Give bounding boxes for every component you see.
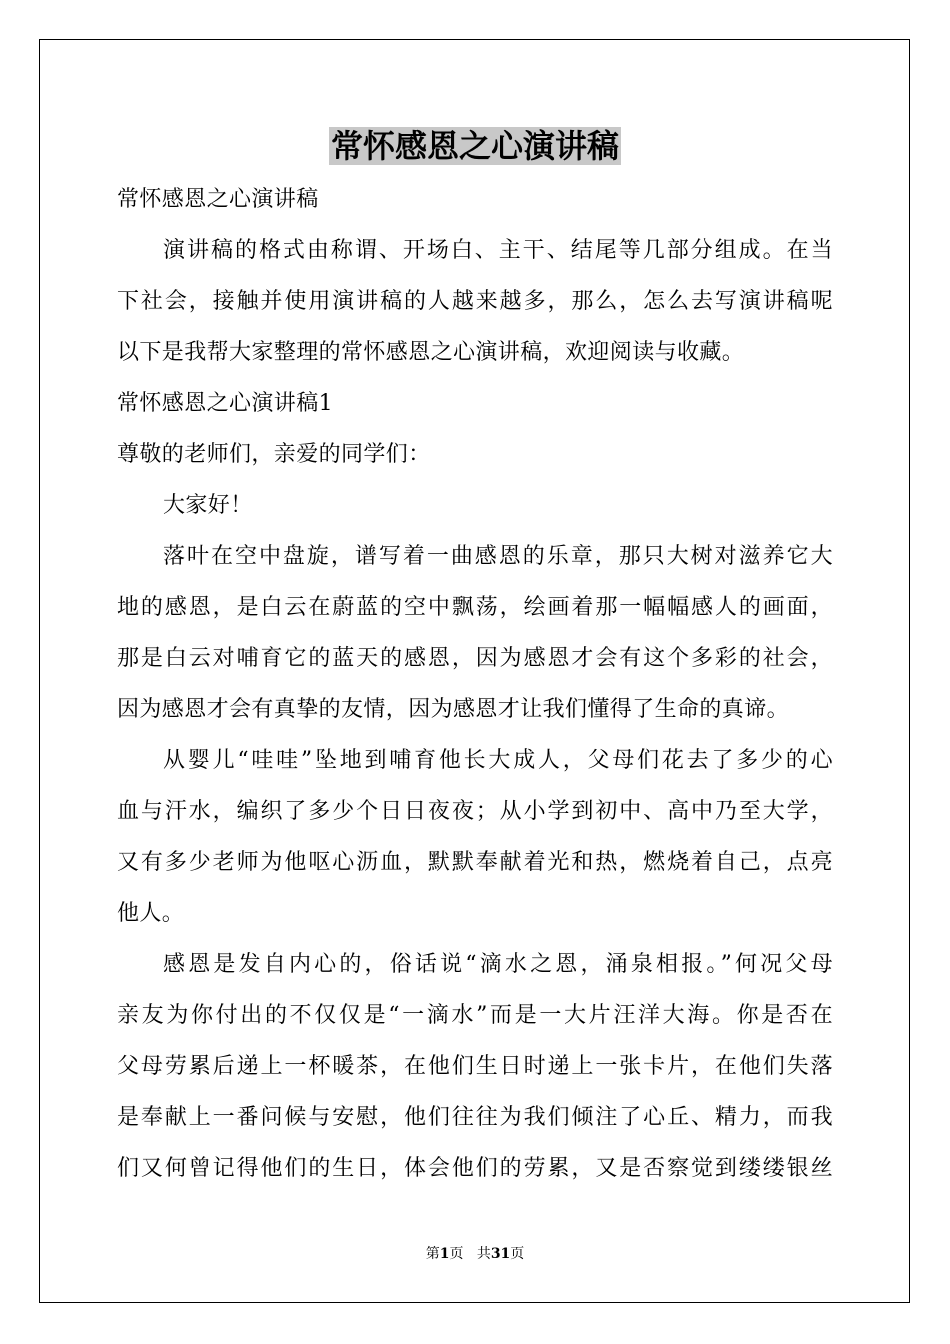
body-line: 因为感恩才会有真挚的友情，因为感恩才让我们懂得了生命的真谛。 bbox=[117, 697, 790, 722]
total-label-suffix: 页 bbox=[510, 1246, 525, 1262]
total-pages-number: 31 bbox=[490, 1246, 511, 1262]
body-line: 常怀感恩之心演讲稿 bbox=[117, 187, 319, 212]
body-line: 尊敬的老师们，亲爱的同学们： bbox=[117, 442, 431, 467]
body-line: 又有多少老师为他呕心沥血，默默奉献着光和热，燃烧着自己，点亮 bbox=[117, 850, 833, 875]
document-title bbox=[0, 124, 950, 168]
document-title-text: 常怀感恩之心演讲稿 bbox=[330, 127, 619, 165]
body-line: 父母劳累后递上一杯暖茶，在他们生日时递上一张卡片，在他们失落 bbox=[117, 1054, 833, 1079]
body-line: 演讲稿的格式由称谓、开场白、主干、结尾等几部分组成。在当 bbox=[163, 238, 833, 263]
body-line: 们又何曾记得他们的生日，体会他们的劳累，又是否察觉到缕缕银丝 bbox=[117, 1156, 833, 1181]
body-line: 血与汗水，编织了多少个日日夜夜；从小学到初中、高中乃至大学， bbox=[117, 799, 833, 824]
current-page-number: 1 bbox=[439, 1246, 450, 1262]
body-line: 常怀感恩之心演讲稿1 bbox=[117, 391, 333, 416]
body-line: 大家好！ bbox=[163, 493, 253, 518]
body-line: 他人。 bbox=[117, 901, 185, 926]
page-label-suffix: 页 bbox=[449, 1246, 464, 1262]
body-line: 下社会，接触并使用演讲稿的人越来越多，那么，怎么去写演讲稿呢 bbox=[117, 289, 833, 314]
document-body bbox=[117, 180, 833, 1200]
page-footer bbox=[0, 1244, 950, 1264]
body-line: 亲友为你付出的不仅仅是“一滴水”而是一大片汪洋大海。你是否在 bbox=[117, 1003, 833, 1028]
body-line: 地的感恩，是白云在蔚蓝的空中飘荡，绘画着那一幅幅感人的画面， bbox=[117, 595, 833, 620]
body-line: 以下是我帮大家整理的常怀感恩之心演讲稿，欢迎阅读与收藏。 bbox=[117, 340, 745, 365]
body-line: 感恩是发自内心的，俗话说“滴水之恩，涌泉相报。”何况父母 bbox=[163, 952, 833, 977]
total-label-prefix: 共 bbox=[476, 1246, 491, 1262]
body-line: 落叶在空中盘旋，谱写着一曲感恩的乐章，那只大树对滋养它大 bbox=[163, 544, 833, 569]
body-line: 从婴儿“哇哇”坠地到哺育他长大成人，父母们花去了多少的心 bbox=[163, 748, 833, 773]
page-label-prefix: 第 bbox=[425, 1246, 440, 1262]
body-line: 那是白云对哺育它的蓝天的感恩，因为感恩才会有这个多彩的社会， bbox=[117, 646, 833, 671]
body-line: 是奉献上一番问候与安慰，他们往往为我们倾注了心丘、精力，而我 bbox=[117, 1105, 833, 1130]
